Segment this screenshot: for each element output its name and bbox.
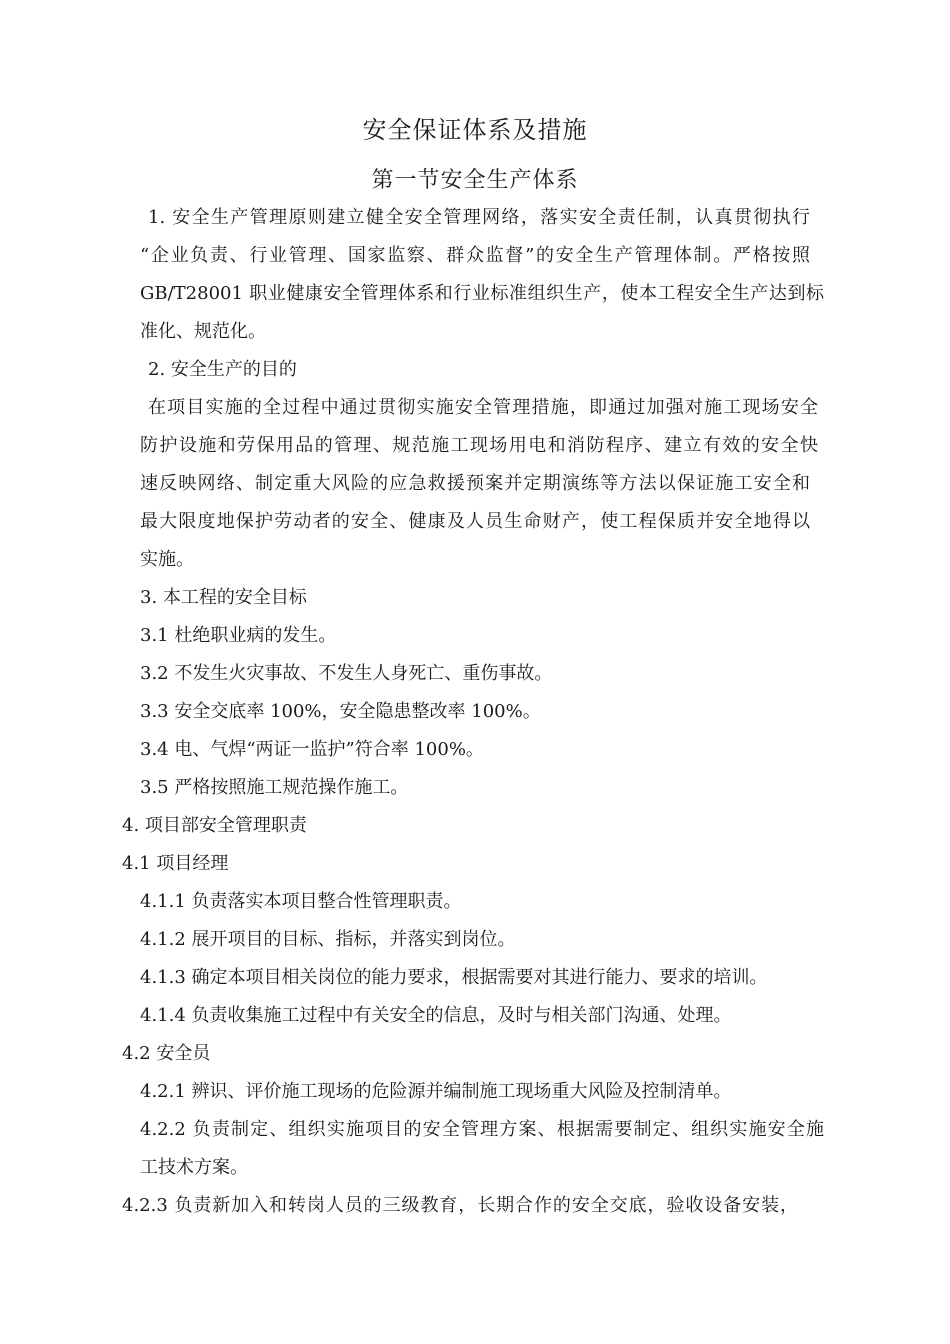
paragraph-line: 速反映网络、制定重大风险的应急救援预案并定期演练等方法以保证施工安全和 <box>140 473 810 494</box>
paragraph-line: 在项目实施的全过程中通过贯彻实施安全管理措施，即通过加强对施工现场安全 <box>148 397 818 418</box>
paragraph-line: 4.1.1 负责落实本项目整合性管理职责。 <box>140 891 462 912</box>
paragraph-line: 4.2 安全员 <box>122 1043 211 1064</box>
paragraph-line: 3. 本工程的安全目标 <box>140 587 307 608</box>
paragraph-line: 防护设施和劳保用品的管理、规范施工现场用电和消防程序、建立有效的安全快 <box>140 435 818 456</box>
paragraph-line: 2. 安全生产的目的 <box>148 359 297 380</box>
paragraph-line: 3.3 安全交底率 100%，安全隐患整改率 100%。 <box>140 701 541 722</box>
paragraph-line: 4.2.2 负责制定、组织实施项目的安全管理方案、根据需要制定、组织实施安全施 <box>140 1119 824 1140</box>
paragraph-line: 3.2 不发生火灾事故、不发生人身死亡、重伤事故。 <box>140 663 553 684</box>
paragraph-line: 4.1 项目经理 <box>122 853 229 874</box>
paragraph-line: 3.1 杜绝职业病的发生。 <box>140 625 337 646</box>
document-title: 安全保证体系及措施 <box>362 116 588 144</box>
paragraph-line: GB/T28001 职业健康安全管理体系和行业标准组织生产，使本工程安全生产达到标 <box>140 283 824 304</box>
paragraph-line: 1. 安全生产管理原则建立健全安全管理网络，落实安全责任制，认真贯彻执行 <box>148 207 810 228</box>
paragraph-line: 4.1.3 确定本项目相关岗位的能力要求，根据需要对其进行能力、要求的培训。 <box>140 967 768 988</box>
paragraph-line: 3.4 电、气焊“两证一监护”符合率 100%。 <box>140 739 484 760</box>
section-title: 第一节安全生产体系 <box>371 168 579 193</box>
paragraph-line: 最大限度地保护劳动者的安全、健康及人员生命财产，使工程保质并安全地得以 <box>140 511 810 532</box>
paragraph-line: “企业负责、行业管理、国家监察、群众监督”的安全生产管理体制。严格按照 <box>140 245 810 266</box>
paragraph-line: 4. 项目部安全管理职责 <box>122 815 307 836</box>
paragraph-line: 4.2.3 负责新加入和转岗人员的三级教育，长期合作的安全交底，验收设备安装， <box>122 1195 798 1216</box>
paragraph-line: 4.1.2 展开项目的目标、指标，并落实到岗位。 <box>140 929 516 950</box>
paragraph-line: 4.1.4 负责收集施工过程中有关安全的信息，及时与相关部门沟通、处理。 <box>140 1005 732 1026</box>
paragraph-line: 工技术方案。 <box>140 1157 248 1178</box>
paragraph-line: 4.2.1 辨识、评价施工现场的危险源并编制施工现场重大风险及控制清单。 <box>140 1081 732 1102</box>
paragraph-line: 准化、规范化。 <box>140 321 266 342</box>
paragraph-line: 3.5 严格按照施工规范操作施工。 <box>140 777 409 798</box>
paragraph-line: 实施。 <box>140 549 194 570</box>
